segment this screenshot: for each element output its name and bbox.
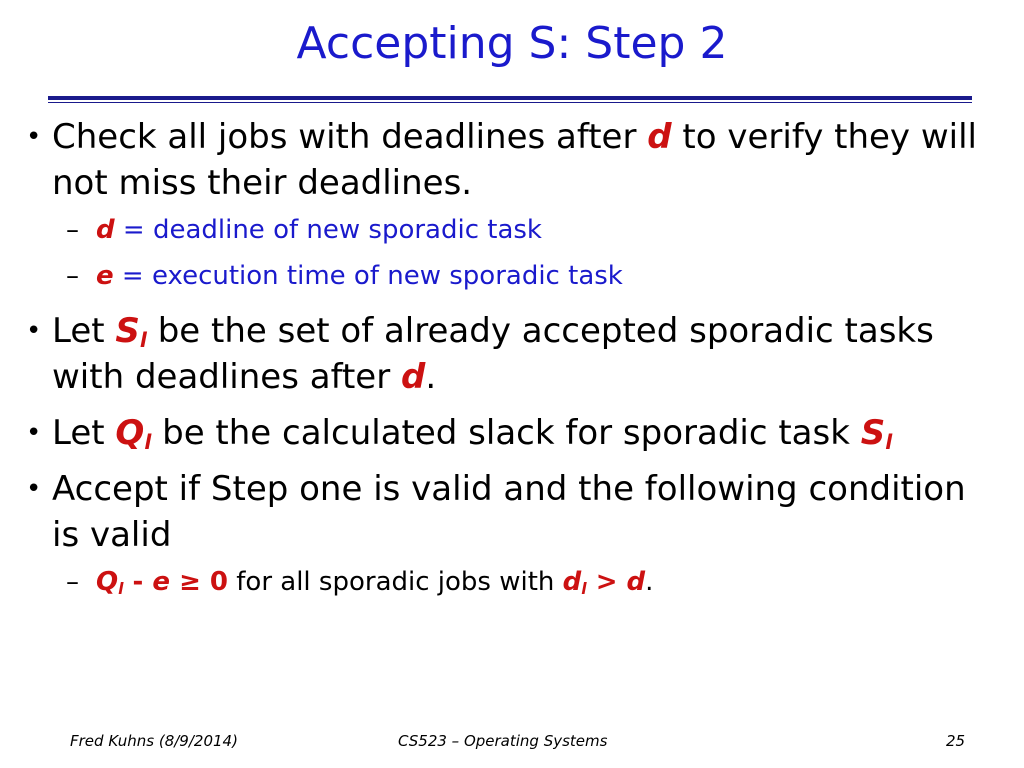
text: = execution time of new sporadic task (113, 261, 623, 291)
dash-marker: – (66, 567, 79, 597)
var-e: e (96, 261, 114, 291)
bullet-marker: • (26, 122, 42, 152)
subbullet-d-definition (26, 206, 986, 254)
subbullet-condition (26, 558, 986, 606)
bullet-check-jobs (26, 114, 986, 206)
text: Check all jobs with deadlines after (52, 117, 648, 157)
ge-sign: ≥ (170, 567, 210, 597)
dash-marker: – (66, 261, 79, 291)
subbullet-e-definition (26, 252, 986, 300)
bullet-marker: • (26, 418, 42, 448)
bullet-marker: • (26, 474, 42, 504)
footer-course: CS523 – Operating Systems (398, 732, 608, 750)
text: . (425, 357, 437, 397)
var-S: S (115, 311, 140, 351)
var-Q: Q (115, 413, 145, 453)
dash-marker: – (66, 215, 79, 245)
var-S: S (860, 413, 886, 453)
zero: 0 (209, 567, 228, 597)
slide-content (26, 104, 986, 606)
var-d: d (562, 567, 582, 597)
bullet-accept (26, 466, 986, 558)
var-d: d (647, 117, 672, 157)
slide-title: Accepting S: Step 2 (296, 18, 728, 69)
text: be the set of already accepted sporadic tasks with deadlines after (52, 311, 934, 397)
text: = deadline of new sporadic task (114, 215, 542, 245)
title-divider (48, 96, 972, 100)
bullet-let-ql (26, 410, 986, 456)
text: . (645, 567, 654, 597)
text: Accept if Step one is valid and the following condition is valid (52, 469, 966, 555)
sub-l: l (139, 328, 147, 353)
title-divider-thin (48, 102, 972, 103)
text: Let (52, 413, 116, 453)
bullet-marker: • (26, 316, 42, 346)
text: for all sporadic jobs with (228, 567, 563, 597)
bullet-let-sl (26, 308, 986, 400)
var-d: d (626, 567, 646, 597)
var-Q: Q (96, 567, 119, 597)
sub-l: l (581, 579, 587, 598)
var-d: d (96, 215, 115, 245)
var-d: d (400, 357, 426, 397)
text: Let (52, 311, 116, 351)
text: to verify they will not miss their deadlines. (52, 117, 977, 203)
footer-page-number: 25 (946, 732, 966, 750)
minus-sign: - (123, 567, 153, 597)
gt-sign: > (586, 567, 627, 597)
footer-author: Fred Kuhns (8/9/2014) (70, 732, 238, 750)
sub-l: l (885, 430, 893, 455)
var-e: e (152, 567, 171, 597)
text: be the calculated slack for sporadic task (151, 413, 861, 453)
sub-l: l (118, 579, 124, 598)
sub-l: l (144, 430, 152, 455)
